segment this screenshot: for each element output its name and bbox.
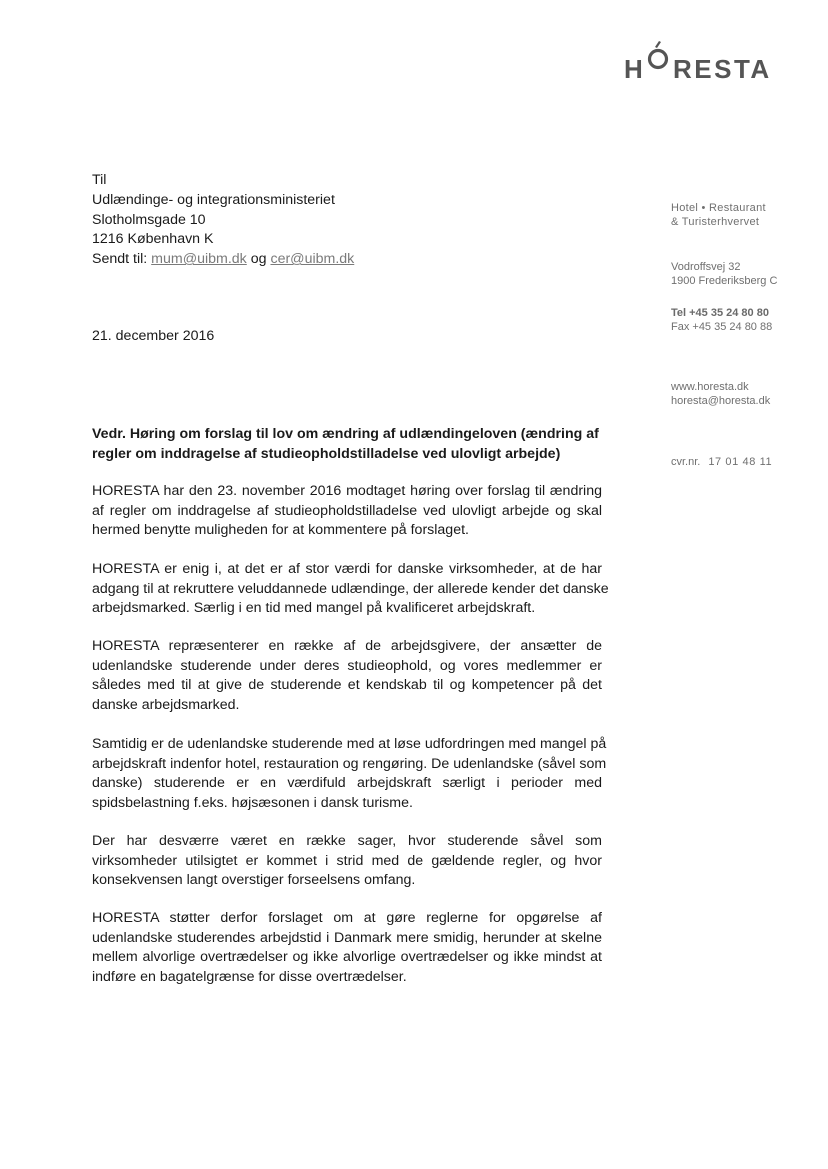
paragraph-line: mellem alvorlige overtrædelser og ikke alvorlige overtrædelser og ikke mindst at xyxy=(92,949,602,966)
body-paragraph-6 xyxy=(92,909,602,987)
addressee-block xyxy=(92,171,492,270)
addressee-to: Til xyxy=(92,172,107,188)
body-paragraph-5 xyxy=(92,832,602,891)
sidebar-tagline xyxy=(671,201,821,229)
horesta-logo xyxy=(622,38,782,86)
body-paragraph-3 xyxy=(92,637,602,715)
website-link[interactable]: www.horesta.dk xyxy=(671,381,749,393)
body-paragraph-1 xyxy=(92,482,602,541)
addressee-ministry: Udlændinge- og integrationsministeriet xyxy=(92,191,335,208)
sidebar-phone xyxy=(671,306,821,334)
paragraph-line: adgang til at rekruttere veluddannede udlændinge, der allerede kender det danske xyxy=(92,580,609,597)
paragraph-line: arbejdsmarked. Særlig i en tid med mangel på kvalificeret arbejdskraft. xyxy=(92,600,536,617)
letter-date: 21. december 2016 xyxy=(92,328,215,344)
cvr-label: cvr.nr. xyxy=(671,456,701,468)
paragraph-line: HORESTA har den 23. november 2016 modtaget høring over forslag til ændring xyxy=(92,483,602,499)
paragraph-line: udenlandske studerende under deres studieophold, og vores medlemmer er xyxy=(92,657,602,674)
paragraph-line: danske) studerende er en værdifuld arbejdskraft særligt i perioder med xyxy=(92,775,602,792)
sidebar-address xyxy=(671,260,821,288)
paragraph-line: Samtidig er de udenlandske studerende med at løse udfordringen med mangel på xyxy=(92,736,607,752)
paragraph-line: virksomheder utilsigtet er kommet i strid med de gældende regler, og hvor xyxy=(92,852,602,869)
paragraph-line: HORESTA støtter derfor forslaget om at gøre reglerne for opgørelse af xyxy=(92,910,602,926)
addressee-city: 1216 København K xyxy=(92,231,214,248)
logo-o-ring xyxy=(650,51,667,68)
address-city: 1900 Frederiksberg C xyxy=(671,275,778,287)
email-link-cer[interactable]: cer@uibm.dk xyxy=(270,251,355,268)
logo-letters-resta: RESTA xyxy=(673,54,772,84)
body-paragraph-2 xyxy=(92,560,609,619)
paragraph-line: HORESTA repræsenterer en række af de arbejdsgivere, der ansætter de xyxy=(92,638,602,654)
letter-subject xyxy=(92,424,612,464)
paragraph-line: danske arbejdsmarked. xyxy=(92,696,240,713)
paragraph-line: hermed benytte muligheden for at kommentere på forslaget. xyxy=(92,522,469,539)
paragraph-line: indføre en bagatelgrænse for disse overtrædelser. xyxy=(92,968,407,985)
sidebar-cvr xyxy=(671,455,821,469)
sent-to-conjunction: og xyxy=(250,251,267,268)
paragraph-line: arbejdskraft indenfor hotel, restauration og rengøring. De udenlandske (såvel som xyxy=(92,755,607,772)
contact-email-link[interactable]: horesta@horesta.dk xyxy=(671,395,771,407)
paragraph-line: spidsbelastning f.eks. højsæsonen i dansk turisme. xyxy=(92,794,413,811)
cvr-number: 17 01 48 11 xyxy=(708,456,773,468)
body-paragraph-4 xyxy=(92,735,607,813)
paragraph-line: Der har desværre været en række sager, hvor studerende såvel som xyxy=(92,833,602,849)
sent-to-label: Sendt til: xyxy=(92,251,148,268)
paragraph-line: konsekvensen langt overstiger forseelsens omfang. xyxy=(92,872,416,889)
sidebar-web xyxy=(671,380,821,408)
fax-number: Fax +45 35 24 80 88 xyxy=(671,321,773,333)
addressee-street: Slotholmsgade 10 xyxy=(92,211,206,228)
phone-number: Tel +45 35 24 80 80 xyxy=(671,307,769,319)
sent-to-line xyxy=(92,250,492,270)
email-link-mum[interactable]: mum@uibm.dk xyxy=(151,251,247,268)
paragraph-line: udenlandske studerendes arbejdstid i Danmark mere smidig, herunder at skelne xyxy=(92,929,602,946)
tagline-line-1: Hotel • Restaurant xyxy=(671,202,766,214)
subject-line: regler om inddragelse af studieopholdstilladelse ved ulovligt arbejde) xyxy=(92,446,561,462)
paragraph-line: HORESTA er enig i, at det er af stor værdi for danske virksomheder, at de har xyxy=(92,561,602,577)
logo-letter-h: H xyxy=(624,54,643,84)
paragraph-line: af regler om inddragelse af studieopholdstilladelse ved ulovligt arbejde og skal xyxy=(92,502,602,519)
logo-accent-mark xyxy=(655,41,661,48)
address-street: Vodroffsvej 32 xyxy=(671,261,741,273)
tagline-line-2: & Turisterhvervet xyxy=(671,216,760,228)
subject-line: Vedr. Høring om forslag til lov om ændring af udlændingeloven (ændring af xyxy=(92,426,599,442)
paragraph-line: således med til at give de studerende et kendskab til og kompetencer på det xyxy=(92,677,602,694)
